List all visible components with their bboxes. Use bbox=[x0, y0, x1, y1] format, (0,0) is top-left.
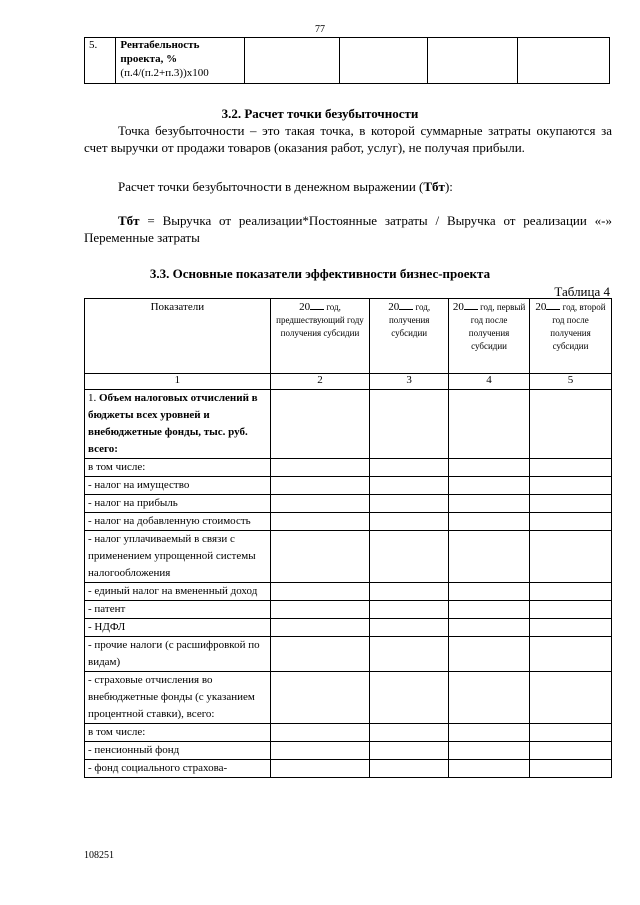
table-cell bbox=[530, 724, 612, 742]
table-cell bbox=[530, 583, 612, 601]
table-cell bbox=[270, 513, 370, 531]
column-number: 3 bbox=[370, 374, 449, 390]
year-prefix: 20 bbox=[535, 301, 547, 313]
table-cell bbox=[270, 459, 370, 477]
table-cell bbox=[370, 531, 449, 583]
table-row bbox=[85, 619, 612, 637]
table-row bbox=[85, 583, 612, 601]
table-cell bbox=[370, 601, 449, 619]
table-cell bbox=[530, 742, 612, 760]
table-cell bbox=[449, 531, 530, 583]
header-row bbox=[85, 299, 612, 374]
column-numbers-row bbox=[85, 374, 612, 390]
table-cell bbox=[530, 637, 612, 672]
table-cell bbox=[245, 38, 340, 84]
table-cell bbox=[449, 601, 530, 619]
year-prefix: 20 bbox=[452, 301, 464, 313]
table-cell bbox=[370, 672, 449, 724]
table-cell bbox=[530, 619, 612, 637]
column-number: 5 bbox=[530, 374, 612, 390]
year-prefix: 20 bbox=[388, 301, 400, 313]
row-label-bold: Объем налоговых отчислений в бюджеты всех уровней и внебюджетные фонды, тыс. руб. всего: bbox=[88, 392, 258, 455]
row-label: - прочие налоги (с расшифровкой по видам) bbox=[85, 637, 271, 672]
table-cell bbox=[270, 742, 370, 760]
table-label: Таблица 4 bbox=[554, 284, 610, 299]
table-cell bbox=[270, 390, 370, 459]
table-row bbox=[85, 601, 612, 619]
table-row bbox=[85, 672, 612, 724]
row-name-formula: (п.4/(п.2+п.3))х100 bbox=[120, 67, 209, 79]
table-cell bbox=[370, 459, 449, 477]
efficiency-indicators-table bbox=[84, 298, 612, 778]
table-cell bbox=[270, 760, 370, 778]
table-cell bbox=[530, 459, 612, 477]
table-cell bbox=[370, 477, 449, 495]
row-label: в том числе: bbox=[85, 724, 271, 742]
row-label: - налог на прибыль bbox=[85, 495, 271, 513]
table-cell bbox=[370, 724, 449, 742]
table-cell bbox=[370, 760, 449, 778]
row-label bbox=[85, 390, 271, 459]
header-year-second-after bbox=[530, 299, 612, 374]
table-row bbox=[85, 742, 612, 760]
column-number: 4 bbox=[449, 374, 530, 390]
header-year-first-after bbox=[449, 299, 530, 374]
table-cell bbox=[449, 760, 530, 778]
table-cell bbox=[370, 390, 449, 459]
formula-text: = Выручка от реализации*Постоянные затраты / Выручка от реализации «-» Переменные затраты bbox=[84, 213, 612, 245]
table-cell bbox=[530, 390, 612, 459]
profitability-table bbox=[84, 37, 610, 84]
breakeven-formula bbox=[84, 212, 612, 246]
row-label: - страховые отчисления во внебюджетные фонды (с указанием процентной ставки), всего: bbox=[85, 672, 271, 724]
table-cell bbox=[340, 38, 427, 84]
breakeven-intro-end: ): bbox=[444, 179, 453, 194]
header-year-prev bbox=[270, 299, 370, 374]
table-cell bbox=[449, 724, 530, 742]
header-text: год, получения субсидии bbox=[388, 302, 431, 338]
column-number: 1 bbox=[85, 374, 271, 390]
table-cell bbox=[270, 619, 370, 637]
table-cell bbox=[370, 513, 449, 531]
table-row bbox=[85, 459, 612, 477]
year-prefix: 20 bbox=[299, 301, 311, 313]
table-row bbox=[85, 531, 612, 583]
breakeven-intro-text: Расчет точки безубыточности в денежном выражении ( bbox=[118, 179, 424, 194]
table-cell bbox=[530, 495, 612, 513]
table-cell bbox=[449, 619, 530, 637]
table-cell bbox=[370, 583, 449, 601]
table-cell bbox=[270, 601, 370, 619]
header-text: год, второй год после получения субсидии bbox=[550, 302, 606, 351]
header-year-subsidy bbox=[370, 299, 449, 374]
header-text: год, предшествующий году получения субсидии bbox=[276, 302, 364, 338]
row-prefix: 1. bbox=[88, 392, 99, 404]
table-cell bbox=[449, 495, 530, 513]
row-label: - патент bbox=[85, 601, 271, 619]
table-cell bbox=[449, 459, 530, 477]
table-row bbox=[85, 760, 612, 778]
table-cell bbox=[449, 513, 530, 531]
row-label: - фонд социального страхова- bbox=[85, 760, 271, 778]
row-label: - пенсионный фонд bbox=[85, 742, 271, 760]
column-number: 2 bbox=[270, 374, 370, 390]
formula-symbol: Тбт bbox=[118, 213, 140, 228]
table-cell bbox=[370, 637, 449, 672]
table-row bbox=[85, 477, 612, 495]
table-cell bbox=[449, 583, 530, 601]
row-name-bold: Рентабельность проекта, % bbox=[120, 39, 200, 65]
table-cell bbox=[370, 495, 449, 513]
table-cell bbox=[449, 390, 530, 459]
section-heading-breakeven: 3.2. Расчет точки безубыточности bbox=[221, 106, 419, 121]
table-cell bbox=[270, 477, 370, 495]
table-cell bbox=[370, 619, 449, 637]
table-row bbox=[85, 38, 610, 84]
row-label: - налог на добавленную стоимость bbox=[85, 513, 271, 531]
table-cell bbox=[530, 531, 612, 583]
page-number: 77 bbox=[315, 24, 325, 35]
table-cell bbox=[449, 477, 530, 495]
table-row bbox=[85, 637, 612, 672]
table-row bbox=[85, 390, 612, 459]
breakeven-intro-bold: Тбт bbox=[423, 179, 445, 194]
section-heading-efficiency: 3.3. Основные показатели эффективности бизнес-проекта bbox=[149, 266, 491, 281]
table-cell bbox=[449, 637, 530, 672]
table-cell bbox=[530, 601, 612, 619]
row-label: - НДФЛ bbox=[85, 619, 271, 637]
header-text: год, первый год после получения субсидии bbox=[468, 302, 526, 351]
table-cell bbox=[270, 531, 370, 583]
table-cell bbox=[530, 760, 612, 778]
row-label: - налог уплачиваемый в связи с применением упрощенной системы налогообложения bbox=[85, 531, 271, 583]
table-cell bbox=[270, 672, 370, 724]
table-cell bbox=[449, 742, 530, 760]
table-row bbox=[85, 724, 612, 742]
row-number: 5. bbox=[85, 38, 116, 84]
table-cell bbox=[270, 724, 370, 742]
document-code: 108251 bbox=[84, 850, 114, 861]
row-label: - налог на имущество bbox=[85, 477, 271, 495]
table-cell bbox=[530, 477, 612, 495]
table-cell bbox=[517, 38, 609, 84]
table-cell bbox=[270, 637, 370, 672]
table-row bbox=[85, 495, 612, 513]
row-label: в том числе: bbox=[85, 459, 271, 477]
row-name bbox=[116, 38, 245, 84]
table-cell bbox=[427, 38, 517, 84]
table-cell bbox=[270, 495, 370, 513]
row-label: - единый налог на вмененный доход bbox=[85, 583, 271, 601]
table-cell bbox=[449, 672, 530, 724]
table-cell bbox=[530, 513, 612, 531]
table-cell bbox=[270, 583, 370, 601]
breakeven-definition: Точка безубыточности – это такая точка, в которой суммарные затраты окупаются за счет выручки от продажи товаров (оказания работ, услуг), не получая прибыли. bbox=[84, 123, 612, 155]
breakeven-intro bbox=[84, 178, 612, 195]
table-cell bbox=[370, 742, 449, 760]
table-row bbox=[85, 513, 612, 531]
table-cell bbox=[530, 672, 612, 724]
header-indicators: Показатели bbox=[85, 299, 271, 374]
